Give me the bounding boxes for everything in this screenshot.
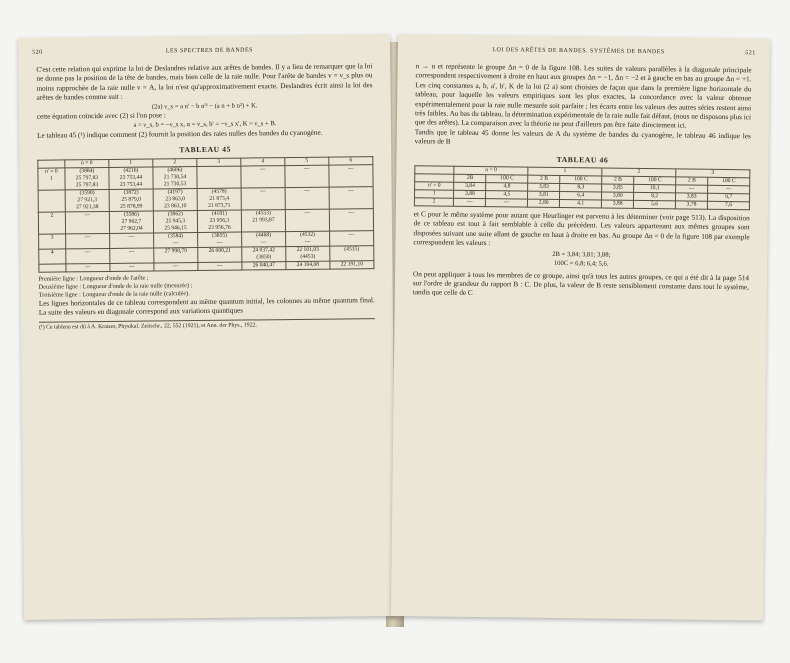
table-45-row-cell: 4 <box>39 249 66 264</box>
table-45-row-cell: — <box>66 263 110 271</box>
left-para-3: Le tableau 45 (¹) indique comment (2) fournit la position des raies nulles des bandes du cyanogène. <box>37 128 323 140</box>
left-after-text: Les lignes horizontales de ce tableau correspondent au même quantum initial, les colonnes au même quantum final. La suite des valeurs en diagonale correspond aux variations quantiques <box>38 295 375 317</box>
table-46-row-cell: — <box>676 185 708 193</box>
table-46-row-cell: 10,1 <box>634 184 676 193</box>
legend-line-2: Deuxième ligne : Longueur d'onde de la raie nulle (mesurée) ; <box>38 281 193 291</box>
table-45-row-cell: — <box>154 262 198 270</box>
table-46-row-cell: 4,1 <box>560 200 602 209</box>
table-45-row-cell: 3 <box>39 234 66 249</box>
table-46-row-cell: 1 <box>415 190 454 198</box>
table-45 <box>37 156 374 273</box>
table-46-header-cell: 2 <box>602 168 676 177</box>
table-45-header-cell: 6 <box>329 156 373 164</box>
table-45-row-cell: 22 191,10 <box>330 260 374 268</box>
right-after-2: On peut appliquer à tous les membres de ce groupe, ainsi qu'à tous les autres groupes, ce qui a été dit à la page 514 sur l'ordre de grandeur du rapport B : C. De plus, la valeur de B reste sensiblement constante dans tout le système, tandis que celle de C <box>412 269 750 298</box>
left-para-2: cette équation coïncide avec (2) si l'on pose : <box>36 111 166 121</box>
left-head-title: LES SPECTRES DE BANDES <box>165 47 254 55</box>
table-45-row-cell: (3586) 27 962,7 27 962,04 <box>109 211 153 233</box>
table-45-row-cell: — <box>329 186 373 208</box>
table-45-header-cell: 5 <box>285 157 329 165</box>
table-45-row-cell: (4532) — <box>286 231 330 246</box>
table-46-subheader-cell: 100 C <box>560 176 602 185</box>
table-45-row-cell: — <box>110 248 154 263</box>
table-45-header-cell: 4 <box>241 157 285 165</box>
table-45-row-cell: 24 037,42 (3850) <box>242 246 286 261</box>
right-para-2: Tandis que le tableau 45 donne les valeurs de A du système de bandes du cyanogène, le tableau 46 indique les valeurs de B <box>414 128 751 146</box>
table-46-row-cell: 2 <box>414 198 453 206</box>
table-46-row-cell: 5,6 <box>634 200 676 209</box>
table-46-row-cell: — <box>708 185 750 194</box>
table-46-subheader-cell: 100 C <box>708 177 750 186</box>
table-45-title: TABLEAU 45 <box>179 144 232 155</box>
table-45-row-cell: — <box>66 233 110 248</box>
table-45-row-cell: — <box>110 233 154 248</box>
right-body <box>413 62 752 302</box>
table-45-row-cell: 22 101,03 (4453) <box>286 246 330 261</box>
right-values-2b: 2B = 3,84; 3,81; 3,88; <box>552 250 611 259</box>
table-45-row-cell: (4553) 21 993,87 <box>241 209 285 231</box>
table-46-row-cell: 4,5 <box>486 191 528 200</box>
right-page <box>391 34 770 621</box>
table-45-row-cell: — <box>285 187 329 209</box>
table-46-row-cell: 7,6 <box>708 201 750 210</box>
table-46-title: TABLEAU 46 <box>556 154 609 165</box>
table-46-subheader-cell: 2 B <box>602 176 634 184</box>
table-45-row-cell <box>38 190 65 212</box>
table-45-header-cell <box>38 160 65 168</box>
table-46-row-cell: 3,81 <box>528 191 560 199</box>
right-para-1: n → n et représente le groupe Δn = 0 de la figure 108. Les suites de valeurs parallèles à la diagonale principale correspondent respectivement à droite en haut aux groupes Δn = −1, Δn = −2 et à gauche en bas au groupe Δn = +1. Les cinq constantes a, b, a', b', K de la loi (2 a) sont choisies de façon que dans la première ligne horizontale du tableau, pour laquelle les valeurs empiriques sont les plus exactes, la concordance avec la valeur obtenue expérimentalement pour la raie nulle mesurée soit parfaite ; les écarts entre les valeurs des autres séries restent ainsi très faibles. Au bas du tableau, la détermination expérimentale de la raie nulle fait défaut, (nous ne disposons plus ici que des arêtes). La comparaison avec la théorie ne peut d'ailleurs pas être faite directement ici. <box>414 62 752 130</box>
left-para-1: C'est cette relation qui exprime la loi de Deslandres relative aux arêtes de bandes. Il y a lieu de remarquer que la loi ne donne pas la position de la tête de bandes, mais bien celle de la raie nulle. Pour l'arête de bandes ν = ν_s plus ou moins rapprochée de la raie nulle ν = A, la loi n'est qu'approximativement exacte. Deslandres écrit ainsi la loi des arêtes de bandes comme suit : <box>36 62 373 102</box>
table-45-row-cell: 24 104,08 <box>286 261 330 269</box>
table-46-subheader-cell: 2B <box>454 174 486 182</box>
table-46-header-cell: 3 <box>676 169 750 178</box>
table-45-row-cell: (3862) 25 945,3 25 946,15 <box>153 210 197 232</box>
table-46-row-cell: 3,85 <box>602 184 634 192</box>
table-46-row-cell: 6,4 <box>560 192 602 201</box>
table-45-body <box>38 164 374 272</box>
right-values-100c: 100C = 6,8; 6,4; 5,6. <box>553 260 609 268</box>
left-equation-constants: a = ν_s, b = −ν_s x, α = ν_s, b' = −ν_s x', K = ν_s + B. <box>133 120 277 130</box>
table-45-row-cell: (3590) 27 921,3 27 921,38 <box>65 189 109 211</box>
table-46-row-cell: 2,80 <box>528 199 560 207</box>
table-45-header-cell: 3 <box>197 158 241 166</box>
table-46-row-cell: 8,3 <box>560 184 602 193</box>
table-45-row-cell: 27 998,79 <box>154 247 198 262</box>
table-46-subheader-cell: 2 B <box>528 175 560 183</box>
table-46-row-cell: — <box>454 198 486 206</box>
table-46-row-cell: n' = 0 <box>415 182 454 190</box>
left-page <box>18 34 396 620</box>
legend-line-3: Troisième ligne : Longueur d'onde de la raie nulle (calculée). <box>38 289 190 299</box>
table-45-row-cell <box>197 166 241 188</box>
table-45-row-cell: (3584) — <box>154 232 198 247</box>
table-45-row-cell: — <box>330 230 374 245</box>
left-body <box>36 62 375 332</box>
table-45-row-cell: — <box>241 165 285 187</box>
table-45-row-cell: — <box>329 208 373 230</box>
table-45-row-cell: (4606) 21 730,54 21 730,53 <box>153 166 197 188</box>
table-46-header-cell: n = 0 <box>454 166 528 175</box>
table-45-row-cell: — <box>241 187 285 209</box>
table-45-header-cell: n = 0 <box>65 159 109 167</box>
table-45-row-cell: — <box>66 248 110 263</box>
table-46-row-cell: 3,88 <box>601 200 633 208</box>
table-46-row-cell: 8,2 <box>634 192 676 201</box>
table-45-row-cell: (4515) <box>330 245 374 260</box>
table-45-row-cell: — <box>329 164 373 186</box>
table-46-row-cell: 9,7 <box>708 193 750 202</box>
table-45-row-cell: (3872) 25 879,0 25 878,99 <box>109 189 153 211</box>
table-45-row-cell: (4197) 23 863,0 23 863,10 <box>153 188 197 210</box>
left-page-number: 520 <box>32 49 43 56</box>
table-46-row-cell: 4,8 <box>486 183 528 192</box>
table-45-row-cell: (4216) 23 753,44 23 753,44 <box>109 167 153 189</box>
table-45-row-cell: — <box>285 165 329 187</box>
table-45-row-cell: — <box>65 211 109 233</box>
table-45-row-cell: (4578) 21 873,4 21 873,71 <box>197 188 241 210</box>
right-head-title: LOI DES ARÊTES DE BANDES. SYSTÈMES DE BANDES <box>492 47 665 56</box>
table-45-row-cell: 26 000,21 <box>198 247 242 262</box>
right-running-head <box>412 46 756 56</box>
table-45-row-cell: — <box>198 262 242 270</box>
table-45-row-cell <box>39 264 66 272</box>
table-45-row-cell: (4181) 23 956,3 23 956,76 <box>197 210 241 232</box>
table-45-row-cell: 26 040,47 <box>242 261 286 269</box>
table-45-row-cell: (3855) — <box>198 232 242 247</box>
table-46-row-cell: 3,84 <box>454 182 486 190</box>
table-45-row-cell: — <box>285 209 329 231</box>
open-book <box>14 34 779 629</box>
table-45-row-cell: (4468) — <box>242 231 286 246</box>
table-45-row-cell: 2 <box>38 212 65 234</box>
table-45-row-cell: (3884) 25 797,83 25 797,83 <box>65 167 109 189</box>
table-46-row-cell: 3,83 <box>675 193 707 201</box>
table-46-row-cell: — <box>486 199 528 208</box>
table-46-row-cell: 3,80 <box>602 192 634 200</box>
left-equation-2a: (2a) ν_s = a n' − b n'² − (a n + b n²) + K. <box>151 102 258 111</box>
table-46-row-cell: 3,83 <box>528 183 560 191</box>
right-after-1: et C pour le même système pour autant que Heurlinger est parvenu à les déterminer (voir page 513). La disposition de ce tableau est tout à fait semblable à celle du précédent. Les valeurs appartenant aux mêmes groupes sont disposées suivant une suite allant de gauche en haut à droite en bas. Au groupe Δn = 0 de la figure 108 par exemple correspondent les valeurs : <box>413 210 750 248</box>
table-46-subheader-cell: 100 C <box>486 175 528 184</box>
table-45-header-cell: 2 <box>153 158 197 166</box>
table-46 <box>414 165 750 210</box>
left-footnote: (¹) Ce tableau est dû à A. Kratzer, Physikal. Zeitschr., 22, 552 (1921), et Ann. der Phys., 1922. <box>39 319 375 333</box>
table-46-subheader-cell: 2 B <box>676 177 708 185</box>
left-running-head <box>32 46 376 56</box>
table-45-row-cell: — <box>110 263 154 271</box>
legend-line-1: Première ligne : Longueur d'onde de l'arête ; <box>38 274 149 283</box>
table-46-row-cell: 3,88 <box>454 190 486 198</box>
table-45-row-cell: n' = 0 1 <box>38 168 65 190</box>
right-page-number: 521 <box>745 50 756 57</box>
table-46-body <box>414 182 749 210</box>
table-46-header-cell: 1 <box>528 167 602 176</box>
table-46-subheader-cell: 100 C <box>634 176 676 185</box>
table-46-row-cell: 3,78 <box>675 201 707 209</box>
table-45-header-cell: 1 <box>109 159 153 167</box>
